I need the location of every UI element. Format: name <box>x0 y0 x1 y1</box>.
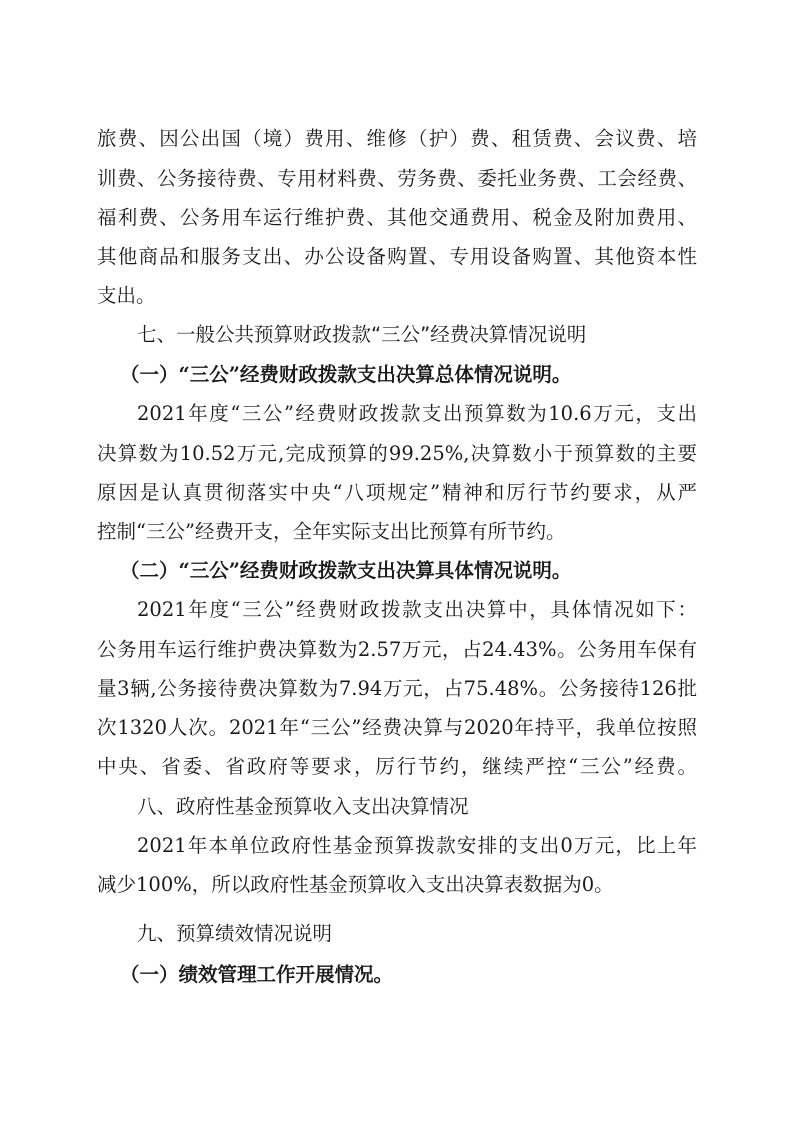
subsection-heading: （一）“三公”经费财政拨款支出决算总体情况说明。 <box>120 363 572 386</box>
paragraph-line: 中央、省委、省政府等要求，厉行节约，继续严控“三公”经费。 <box>97 755 697 778</box>
section-heading-7: 七、一般公共预算财政拨款“三公”经费决算情况说明 <box>137 323 587 346</box>
paragraph-line: 2021年度“三公”经费财政拨款支出决算中，具体情况如下： <box>137 598 697 621</box>
paragraph-line: 其他商品和服务支出、办公设备购置、专用设备购置、其他资本性 <box>97 245 697 268</box>
paragraph-line: 旅费、因公出国（境）费用、维修（护）费、租赁费、会议费、培 <box>97 127 697 150</box>
paragraph-line: 量3辆,公务接待费决算数为7.94万元，占75.48%。公务接待126批 <box>97 677 697 700</box>
paragraph-line: 控制“三公”经费开支，全年实际支出比预算有所节约。 <box>97 520 566 543</box>
subsection-heading: （一）绩效管理工作开展情况。 <box>120 963 394 986</box>
section-heading-9: 九、预算绩效情况说明 <box>137 922 333 945</box>
paragraph-line: 减少100%，所以政府性基金预算收入支出决算表数据为0。 <box>97 873 614 896</box>
paragraph-line: 支出。 <box>97 284 156 307</box>
subsection-heading: （二）“三公”经费财政拨款支出决算具体情况说明。 <box>120 559 572 582</box>
paragraph-line: 2021年本单位政府性基金预算拨款安排的支出0万元，比上年 <box>137 834 697 857</box>
section-heading-8: 八、政府性基金预算收入支出决算情况 <box>137 795 469 818</box>
paragraph-line: 次1320人次。2021年“三公”经费决算与2020年持平，我单位按照 <box>97 716 697 739</box>
paragraph-line: 福利费、公务用车运行维护费、其他交通费用、税金及附加费用、 <box>97 206 697 229</box>
paragraph-line: 训费、公务接待费、专用材料费、劳务费、委托业务费、工会经费、 <box>97 167 697 190</box>
paragraph-line: 原因是认真贯彻落实中央“八项规定”精神和厉行节约要求，从严 <box>97 481 697 504</box>
paragraph-line: 公务用车运行维护费决算数为2.57万元，占24.43%。公务用车保有 <box>97 638 697 661</box>
paragraph-line: 决算数为10.52万元,完成预算的99.25%,决算数小于预算数的主要 <box>97 442 697 465</box>
paragraph-line: 2021年度“三公”经费财政拨款支出预算数为10.6万元，支出 <box>137 402 697 425</box>
